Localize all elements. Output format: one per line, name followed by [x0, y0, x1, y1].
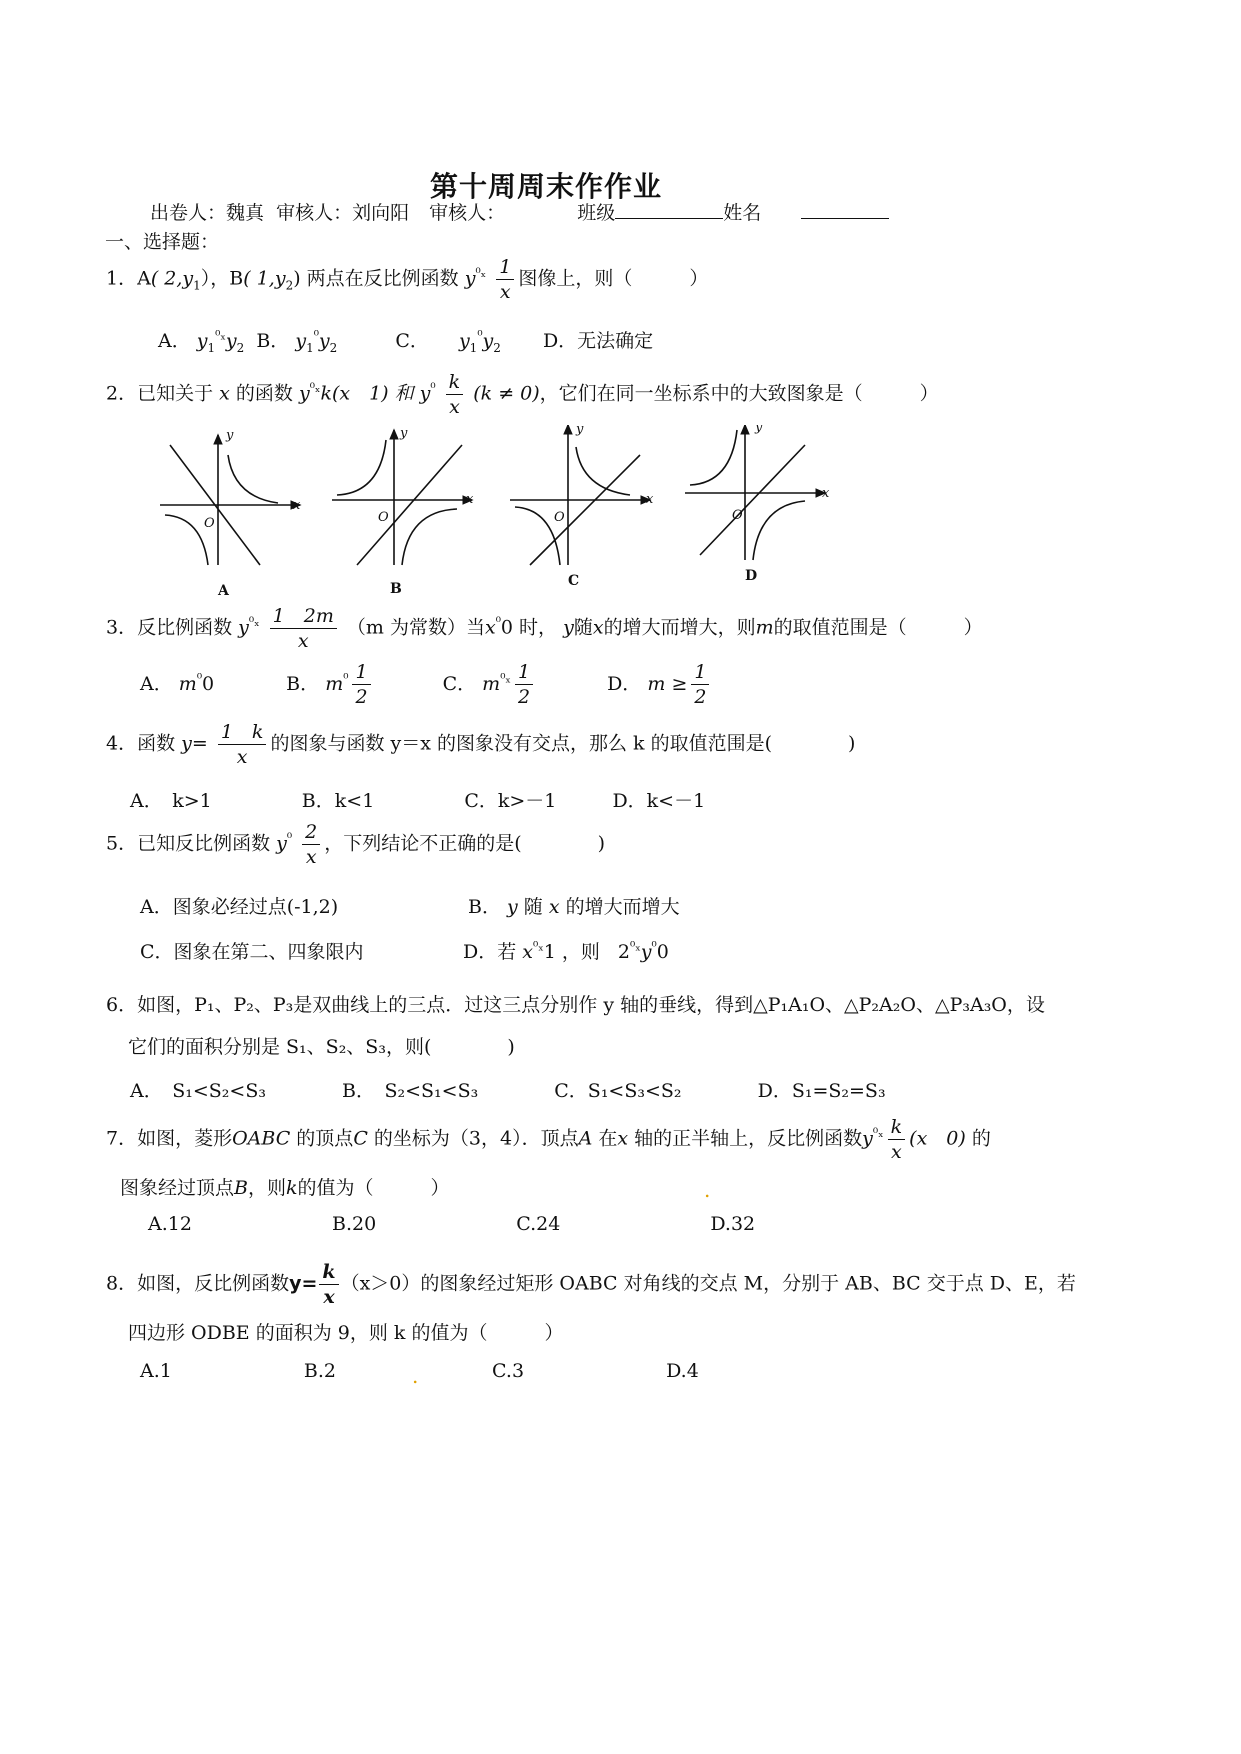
reviewer-1: 审核人：刘向阳 [276, 202, 410, 224]
q4-option-a[interactable]: A． k>1 [130, 790, 212, 812]
name-label: 姓名 [723, 202, 762, 224]
svg-text:y: y [226, 428, 234, 443]
question-6-line-2: 它们的面积分别是 S₁、S₂、S₃，则( ) [128, 1036, 515, 1058]
svg-text:y: y [755, 425, 763, 435]
svg-text:O: O [554, 510, 565, 525]
q6-option-c[interactable]: C．S₁<S₃<S₂ [554, 1080, 682, 1102]
q7-option-b[interactable]: B.20 [331, 1213, 377, 1235]
svg-text:x: x [293, 498, 301, 513]
reviewer-2: 审核人： [429, 202, 506, 224]
graph-d[interactable] [685, 425, 825, 560]
question-3: 3．反比例函数 $y^{^0_x}$ $\frac{1 2m}{x}$ （m 为常数）当$x^{^0}0$ 时， y随x的增大而增大，则m的取值范围是（ ） [106, 605, 983, 652]
speck-mark: . [412, 1364, 419, 1388]
q3-option-b[interactable]: B． $m^{^0}$ $\frac{1}{2}$ [286, 673, 374, 695]
svg-text:x: x [822, 486, 830, 501]
name-blank[interactable] [801, 200, 889, 219]
class-blank[interactable] [615, 200, 723, 219]
graph-b[interactable] [332, 430, 472, 565]
speck-mark: . [704, 1178, 711, 1202]
q6-option-a[interactable]: A． S₁<S₂<S₃ [130, 1080, 266, 1102]
q7-option-c[interactable]: C.24 [516, 1213, 561, 1235]
question-6-line-1: 6．如图，P₁、P₂、P₃是双曲线上的三点．过这三点分别作 y 轴的垂线，得到△P₁A₁O、△P₂A₂O、△P₃A₃O，设 [106, 994, 1045, 1016]
q7-option-d[interactable]: D.32 [710, 1213, 756, 1235]
question-8-line-1: 8．如图，反比例函数y= $\frac{k}{x}$ （x＞0）的图象经过矩形 OABC 对角线的交点 M，分别于 AB、BC 交于点 D、E，若 [106, 1261, 1076, 1308]
q3-option-d[interactable]: D． m ≥ $\frac{1}{2}$ [607, 673, 713, 695]
question-8-line-2: 四边形 ODBE 的面积为 9，则 k 的值为（ ） [128, 1322, 564, 1344]
q6-option-d[interactable]: D．S₁=S₂=S₃ [757, 1080, 886, 1102]
garbled-symbol-icon: ⁰ₓ [475, 266, 487, 282]
svg-text:y: y [576, 425, 584, 437]
svg-text:x: x [466, 492, 474, 507]
q1-option-c[interactable]: C． $y_1^{^0}y_2$ [395, 328, 501, 355]
q3-option-a[interactable]: A． $m^{^0}0$ [140, 671, 215, 695]
q4-option-c[interactable]: C．k>－1 [464, 790, 557, 812]
q7-option-a[interactable]: A.12 [148, 1213, 192, 1235]
q8-option-c[interactable]: C.3 [492, 1360, 525, 1382]
section-heading: 一、选择题： [105, 231, 220, 253]
q2-graphs [150, 425, 1050, 605]
graph-label-b: B [390, 581, 402, 597]
q8-options [140, 1360, 699, 1382]
graph-c[interactable] [510, 425, 650, 565]
svg-text:y: y [400, 426, 408, 441]
svg-text:O: O [204, 516, 215, 531]
q6-option-b[interactable]: B． S₂<S₁<S₃ [342, 1080, 479, 1102]
class-label: 班级 [577, 202, 616, 224]
graph-a[interactable] [160, 435, 300, 565]
graph-label-a: A [218, 583, 229, 599]
q5-option-a[interactable]: A．图象必经过点(-1,2) [140, 896, 339, 918]
q8-option-a[interactable]: A.1 [140, 1360, 172, 1382]
svg-text:O: O [732, 508, 743, 523]
svg-text:O: O [378, 510, 389, 525]
q5-option-b[interactable]: B． y 随 x 的增大而增大 [468, 896, 680, 918]
q1-option-b[interactable]: B． $y_1^{^0}y_2$ [256, 328, 338, 355]
question-4: 4．函数 y= $\frac{1 k}{x}$ 的图象与函数 y＝x 的图象没有交点，那么 k 的取值范围是( ) [106, 721, 856, 768]
page-title: 第十周周末作作业 [430, 170, 663, 203]
graph-label-c: C [568, 573, 580, 589]
graph-label-d: D [745, 568, 758, 584]
q1-option-d[interactable]: D．无法确定 [542, 330, 654, 352]
question-2: 2．已知关于 x 的函数 $y^{^0_x}k(x$ 1) 和 $y^{^0}$ $\frac{k}{x}$ (k ≠ 0)，它们在同一坐标系中的大致图象是（ ） [106, 371, 939, 418]
question-7-line-1: 7．如图，菱形OABC 的顶点C 的坐标为（3，4）．顶点A 在x 轴的正半轴上，反比例函数$y^{^0_x}$ $\frac{k}{x}$ (x 0) 的 [106, 1116, 991, 1163]
question-1: 1．A( $2,y_1$），B( $1,y_2$) 两点在反比例函数 $y^{^0_x}$ $\frac{1}{x}$ 图像上，则（ ） [106, 256, 709, 303]
header-info [150, 198, 889, 225]
q5-option-c[interactable]: C．图象在第二、四象限内 [140, 941, 364, 963]
q7-options [148, 1213, 755, 1235]
q4-option-d[interactable]: D．k<－1 [612, 790, 706, 812]
q3-options [140, 660, 713, 709]
q1-option-a[interactable]: A． $y_1^{^0_x}y_2$ [158, 328, 245, 355]
q8-option-b[interactable]: B.2 [303, 1360, 336, 1382]
author: 出卷人：魏真 [150, 202, 265, 224]
svg-text:x: x [646, 492, 654, 507]
fraction: $\frac{1}{x}$ [496, 255, 514, 304]
q4-options [130, 786, 705, 813]
q4-option-b[interactable]: B．k<1 [301, 790, 375, 812]
q1-options [158, 326, 653, 355]
q6-options [130, 1076, 886, 1103]
q3-option-c[interactable]: C． $m^{^0_x}$ $\frac{1}{2}$ [443, 673, 537, 695]
question-5: 5．已知反比例函数 $y^{^0}$ $\frac{2}{x}$ ，下列结论不正确的是( ) [106, 821, 606, 868]
q5-option-d[interactable]: D．若 $x^{^0_x}1$ ，则 $2^{^0_x}y^{^0}0$ [463, 939, 669, 963]
question-7-line-2: 图象经过顶点B，则k的值为（ ） [120, 1177, 450, 1199]
q8-option-d[interactable]: D.4 [666, 1360, 699, 1382]
